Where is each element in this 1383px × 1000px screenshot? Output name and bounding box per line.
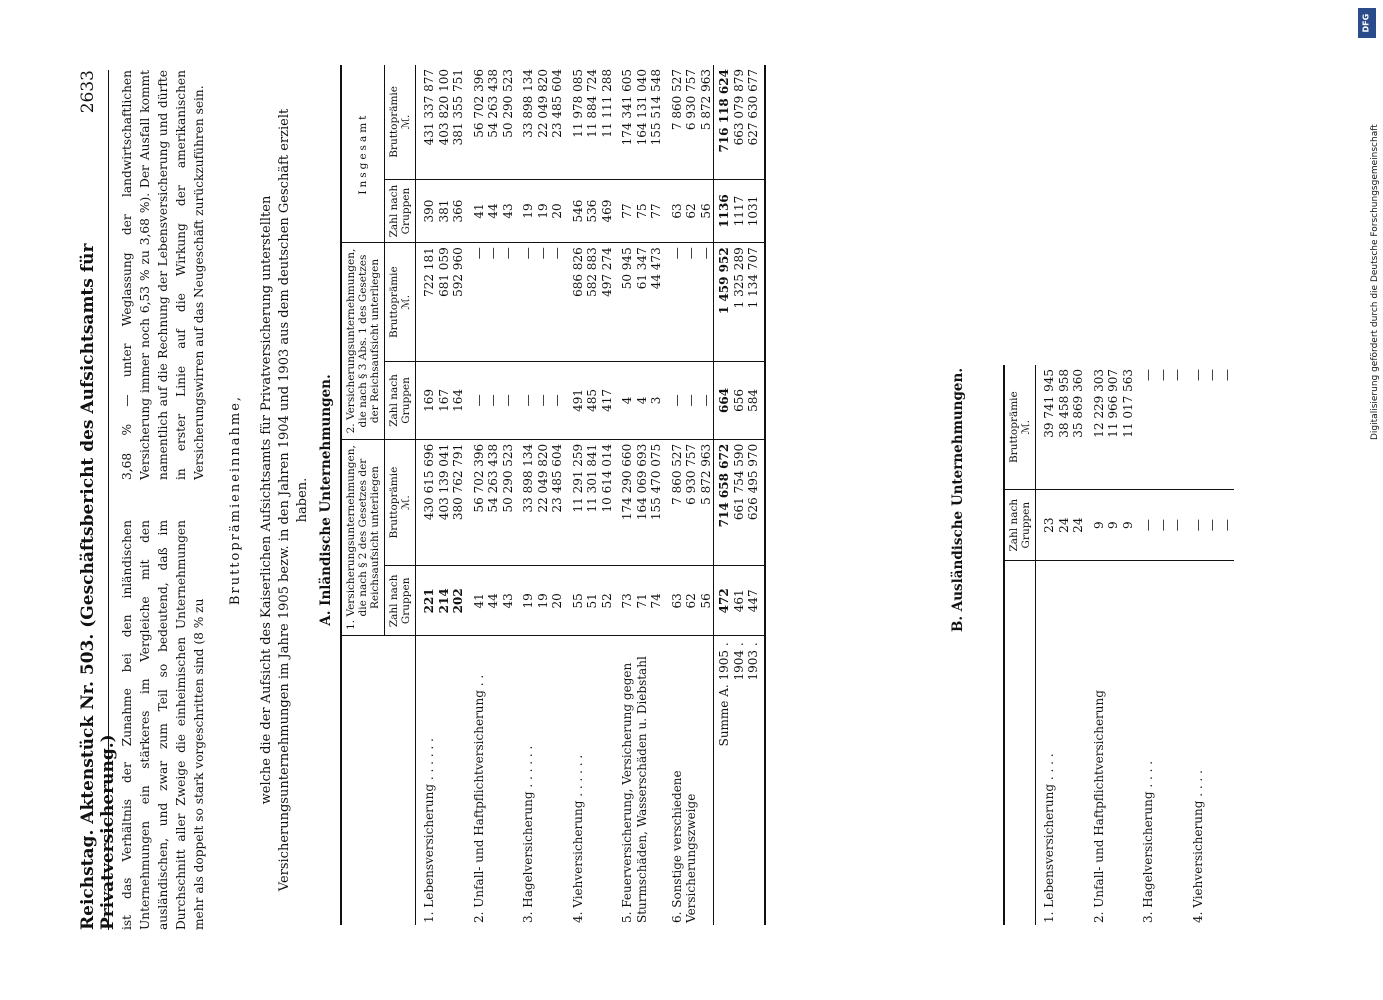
cell: — — — [1135, 490, 1185, 561]
cell: 1031 [746, 179, 765, 243]
cell: 11 291 259 11 301 841 10 614 014 [565, 439, 615, 566]
col-unit: ℳ. [1020, 419, 1032, 435]
row-label: 3. Hagelversicherung . . . . [1141, 760, 1155, 923]
cell: 491 485 417 [565, 362, 615, 440]
table-row [614, 65, 664, 925]
header-title: Reichstag. Aktenstück Nr. 503. (Geschäftsbericht des Aufsichtsamts für Privatversicherung.) [78, 243, 118, 930]
cell: 1117 [732, 179, 747, 243]
sum-label: 1903 . [746, 636, 765, 925]
group-header-total: Insgesamt [341, 65, 385, 243]
cell: 722 181 681 059 592 960 [416, 243, 466, 362]
cell: 472 [714, 566, 732, 636]
sum-row-1904 [732, 65, 747, 925]
domestic-table [340, 65, 766, 925]
cell: 661 754 590 [732, 439, 747, 566]
cell: 390 381 366 [416, 179, 466, 243]
cell: 169 167 164 [416, 362, 466, 440]
row-label: 1. Lebensversicherung . . . . . . [422, 738, 436, 923]
cell: 41 44 43 [466, 179, 516, 243]
row-label: 2. Unfall- und Haftpflichtversicherung [1091, 690, 1106, 923]
col-premium-1 [385, 439, 416, 566]
table-row [416, 65, 466, 925]
table-row [664, 65, 714, 925]
cell: 221 214 202 [416, 566, 466, 636]
cell: 686 826 582 883 497 274 [565, 243, 615, 362]
cell: 7 860 527 6 930 757 5 872 963 [664, 65, 714, 179]
cell: 1 459 952 [714, 243, 732, 362]
section-a-title: A. Inländische Unternehmungen. [318, 374, 334, 626]
intro-paragraph-right: 3,68 % — unter Weglassung der landwirtschaftlichen Versicherung immer noch 6,53 % zu 3,68 %). Der Ausfall kommt namentlich auf die Rechnung der Lebensversicherung und dürfte in erster Linie auf die Wirkung der amerikanischen Versicherungswirren auf das Neugeschäft zurückzuführen sein. [120, 70, 206, 480]
cell: 546 536 469 [565, 179, 615, 243]
col-count: Zahl nach Gruppen [1004, 490, 1036, 561]
cell: 447 [746, 566, 765, 636]
table-row [1185, 365, 1235, 925]
sum-row-1905 [714, 65, 732, 925]
cell: 19 19 20 [515, 566, 565, 636]
cell: 9 9 9 [1086, 490, 1136, 561]
cell: 174 290 660 164 069 693 155 470 075 [614, 439, 664, 566]
cell: 33 898 134 22 049 820 23 485 604 [515, 65, 565, 179]
col-premium-3-label: Bruttoprämie [388, 85, 400, 158]
digitization-credit: Digitalisierung gefördert durch die Deutsche Forschungsgemeinschaft [1370, 124, 1380, 440]
cell: — — — [1185, 365, 1235, 490]
cell: 626 495 970 [746, 439, 765, 566]
cell: 56 702 396 54 263 438 50 290 523 [466, 439, 516, 566]
cell: 55 51 52 [565, 566, 615, 636]
cell: 1 134 707 [746, 243, 765, 362]
cell: — — — [1135, 365, 1185, 490]
col-unit-3: ℳ. [400, 114, 412, 130]
cell: 33 898 134 22 049 820 23 485 604 [515, 439, 565, 566]
cell: 4 4 3 [614, 362, 664, 440]
cell: 714 658 672 [714, 439, 732, 566]
cell: — — — [664, 243, 714, 362]
col-premium-2 [385, 243, 416, 362]
cell: 73 71 74 [614, 566, 664, 636]
cell: 431 337 877 403 820 100 381 355 751 [416, 65, 466, 179]
cell: — — — [1185, 490, 1235, 561]
cell: — — — [515, 243, 565, 362]
row-label: 4. Viehversicherung . . . . [1190, 770, 1205, 923]
col-premium-label: Bruttoprämie [1008, 391, 1020, 464]
col-premium-3 [385, 65, 416, 179]
col-count-2: Zahl nach Gruppen [385, 362, 416, 440]
col-count-1: Zahl nach Gruppen [385, 566, 416, 636]
cell: 7 860 527 6 930 757 5 872 963 [664, 439, 714, 566]
cell: 461 [732, 566, 747, 636]
foreign-table [1003, 365, 1234, 925]
cell: 584 [746, 362, 765, 440]
col-premium [1004, 365, 1036, 490]
cell: 1 325 289 [732, 243, 747, 362]
intro-paragraph-left: ist das Verhältnis der Zunahme bei den inländischen Unternehmungen ein stärkeres im Vergleiche mit den ausländischen, und zwar zum Teil so bedeutend, daß im Durchschnitt aller Zweige die einheimischen Unternehmungen mehr als doppelt so stark vorgeschritten sind (8 % zu [120, 520, 206, 930]
table-row [466, 65, 516, 925]
table-row [1135, 365, 1185, 925]
label-header [341, 636, 416, 925]
cell: 19 19 20 [515, 179, 565, 243]
table-row [515, 65, 565, 925]
cell: 11 978 085 11 884 724 11 111 288 [565, 65, 615, 179]
cell: 23 24 24 [1036, 490, 1086, 561]
col-premium-2-label: Bruttoprämie [388, 266, 400, 339]
sum-row-1903 [746, 65, 765, 925]
cell: 430 615 696 403 139 041 380 762 791 [416, 439, 466, 566]
sum-label: Summe A. 1905 . [714, 636, 732, 925]
table-row [1086, 365, 1136, 925]
table-row [565, 65, 615, 925]
row-label: 5. Feuerversicherung, Versicherung gegen Sturmschäden, Wasserschäden u. Diebstahl [620, 656, 649, 923]
section-b-title: B. Ausländische Unternehmungen. [950, 367, 966, 633]
cell: 56 702 396 54 263 438 50 290 523 [466, 65, 516, 179]
group-header-2: 2. Versicherungsunternehmungen, die nach § 3 Abs. 1 des Gesetzes der Reichsaufsicht unterliegen [341, 243, 385, 440]
dfg-logo-text: DFG [1361, 13, 1371, 33]
cell: 174 341 605 164 131 040 155 514 548 [614, 65, 664, 179]
cell: 63 62 56 [664, 566, 714, 636]
cell: 656 [732, 362, 747, 440]
row-label: 3. Hagelversicherung . . . . . . [521, 745, 535, 923]
col-unit-2: ℳ. [400, 294, 412, 310]
subheading-description: welche die der Aufsicht des Kaiserlichen Aufsichtsamts für Privatversicherung unterstellten Versicherungsunternehmungen im Jahre 1905 bezw. in den Jahren 1904 und 1903 aus dem deutschen Geschäft erzielt haben. [259, 108, 310, 892]
sum-label: 1904 . [731, 642, 746, 681]
cell: 39 741 945 38 458 958 35 869 360 [1036, 365, 1086, 490]
label-header [1004, 561, 1036, 925]
table-row [1036, 365, 1086, 925]
cell: 663 079 879 [732, 65, 747, 179]
cell: — — — [466, 362, 516, 440]
cell: 50 945 61 347 44 473 [614, 243, 664, 362]
header-rule [108, 70, 109, 930]
cell: — — — [515, 362, 565, 440]
cell: 627 630 677 [746, 65, 765, 179]
cell: 41 44 43 [466, 566, 516, 636]
cell: 664 [714, 362, 732, 440]
row-label: 4. Viehversicherung . . . . . . [570, 754, 585, 923]
cell: 716 118 624 [714, 65, 732, 179]
col-unit-1: ℳ. [400, 495, 412, 510]
group-header-1: 1. Versicherungsunternehmungen, die nach § 2 des Gesetzes der Reichsaufsicht unterliegen [341, 439, 385, 636]
col-count-3: Zahl nach Gruppen [385, 179, 416, 243]
cell: — — — [664, 362, 714, 440]
page-number: 2633 [78, 70, 98, 114]
cell: 77 75 77 [614, 179, 664, 243]
subheading: Bruttoprämieneinnahme, [228, 394, 243, 606]
row-label: 1. Lebensversicherung . . . . [1042, 753, 1056, 923]
page-header [78, 70, 118, 930]
row-label: 2. Unfall- und Haftpflichtversicherung . . [471, 674, 486, 923]
cell: 1136 [714, 179, 732, 243]
cell: — — — [466, 243, 516, 362]
cell: 12 229 303 11 966 907 11 017 563 [1086, 365, 1136, 490]
cell: 63 62 56 [664, 179, 714, 243]
col-premium-1-label: Bruttoprämie [388, 466, 400, 539]
row-label: 6. Sonstige verschiedene Versicherungszweige [669, 770, 698, 923]
